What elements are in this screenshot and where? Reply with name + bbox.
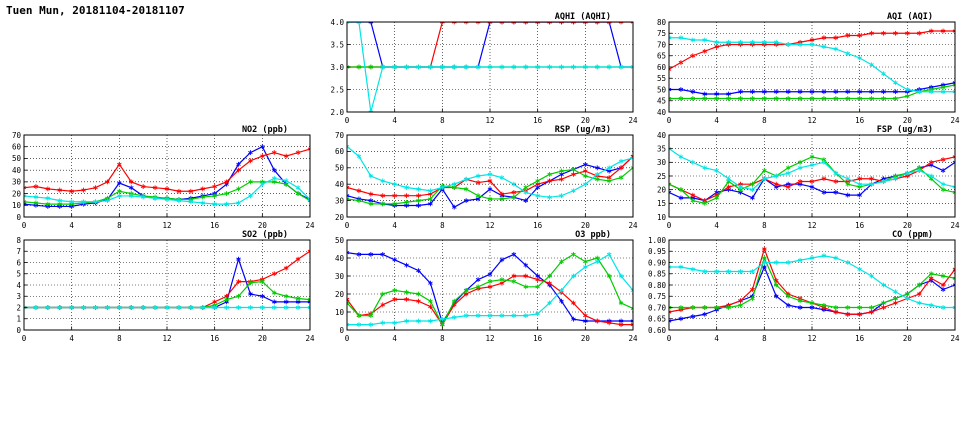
y-tick-label: 20	[334, 289, 344, 299]
y-tick-label: 5	[16, 269, 21, 279]
x-tick-label: 4	[392, 221, 397, 230]
y-tick-label: 2.5	[330, 85, 344, 95]
y-tick-label: 0.90	[647, 258, 666, 268]
x-tick-label: 0	[666, 221, 672, 230]
y-tick-label: 20	[656, 185, 666, 195]
plot-clip-mask	[325, 330, 641, 352]
x-tick-label: 16	[855, 221, 865, 230]
plot-rsp	[325, 125, 641, 239]
plot-no2	[2, 125, 318, 239]
y-tick-label: 4.0	[330, 17, 344, 27]
panel-title-o3: O3 ppb)	[575, 230, 611, 240]
x-tick-label: 8	[117, 221, 122, 230]
y-tick-label: 40	[656, 107, 666, 117]
x-tick-label: 16	[210, 221, 220, 230]
x-tick-label: 0	[21, 334, 27, 343]
series-marker	[236, 257, 240, 262]
x-tick-label: 20	[580, 116, 590, 125]
y-tick-label: 50	[656, 85, 666, 95]
chart-panel-fsp	[647, 125, 963, 239]
y-tick-label: 3.0	[330, 62, 344, 72]
series-line-co-3	[669, 256, 955, 308]
x-tick-label: 20	[257, 334, 267, 343]
x-tick-label: 24	[628, 221, 638, 230]
y-tick-label: 2.0	[330, 107, 344, 117]
x-tick-label: 20	[902, 334, 912, 343]
series-marker	[893, 289, 897, 294]
x-tick-label: 0	[344, 221, 350, 230]
y-tick-label: 0.80	[647, 280, 666, 290]
y-tick-label: 30	[656, 158, 666, 168]
plot-fsp	[647, 125, 963, 239]
x-tick-label: 4	[69, 221, 74, 230]
y-tick-label: 0.65	[647, 314, 666, 324]
series-marker	[762, 256, 766, 261]
x-tick-label: 12	[807, 221, 817, 230]
x-tick-label: 8	[762, 116, 767, 125]
series-marker	[272, 271, 276, 276]
y-tick-label: 7	[16, 247, 21, 257]
y-tick-label: 0.95	[647, 247, 666, 257]
y-tick-label: 10	[334, 307, 344, 317]
chart-panel-no2	[2, 125, 318, 239]
series-marker	[536, 179, 540, 184]
x-tick-label: 4	[714, 116, 719, 125]
x-tick-label: 16	[533, 334, 543, 343]
y-tick-label: 70	[656, 40, 666, 50]
y-tick-label: 70	[334, 130, 344, 140]
x-tick-label: 20	[902, 221, 912, 230]
x-tick-label: 4	[392, 116, 397, 125]
series-marker	[571, 252, 575, 257]
chart-panel-aqi	[647, 12, 963, 134]
x-tick-label: 12	[807, 334, 817, 343]
x-tick-label: 8	[117, 334, 122, 343]
y-tick-label: 1	[16, 314, 21, 324]
plot-so2	[2, 230, 318, 352]
panel-title-aqi: AQI (AQI)	[886, 12, 933, 22]
y-tick-label: 80	[656, 17, 666, 27]
series-marker	[607, 165, 611, 170]
y-tick-label: 40	[656, 130, 666, 140]
x-tick-label: 8	[440, 334, 445, 343]
y-tick-label: 40	[334, 253, 344, 263]
plot-o3	[325, 230, 641, 352]
y-tick-label: 0	[16, 325, 21, 335]
y-tick-label: 45	[656, 96, 666, 106]
panel-title-no2: NO2 (ppb)	[241, 125, 288, 135]
series-marker	[762, 265, 766, 270]
x-tick-label: 16	[855, 334, 865, 343]
panel-title-co: CO (ppm)	[892, 230, 933, 240]
y-tick-label: 0.70	[647, 303, 666, 313]
x-tick-label: 20	[580, 221, 590, 230]
series-marker	[858, 267, 862, 272]
x-tick-label: 12	[162, 334, 172, 343]
series-marker	[679, 60, 683, 65]
plot-clip-mask	[647, 125, 669, 239]
x-tick-label: 24	[950, 221, 960, 230]
panel-title-fsp: FSP (ug/m3)	[876, 125, 933, 135]
x-tick-label: 12	[807, 116, 817, 125]
y-tick-label: 50	[334, 235, 344, 245]
x-tick-label: 12	[485, 334, 495, 343]
x-tick-label: 20	[580, 334, 590, 343]
plot-clip-mask	[647, 330, 963, 352]
y-tick-label: 10	[656, 212, 666, 222]
y-tick-label: 70	[11, 130, 21, 140]
x-tick-label: 0	[666, 116, 672, 125]
x-tick-label: 0	[21, 221, 27, 230]
chart-panel-aqhi	[325, 12, 641, 134]
y-tick-label: 0	[339, 325, 344, 335]
x-tick-label: 20	[257, 221, 267, 230]
series-marker	[762, 247, 766, 252]
y-tick-label: 2	[16, 303, 21, 313]
y-tick-label: 0.75	[647, 292, 666, 302]
y-tick-label: 35	[656, 144, 666, 154]
series-marker	[405, 263, 409, 268]
x-tick-label: 16	[533, 221, 543, 230]
x-tick-label: 0	[344, 334, 350, 343]
y-tick-label: 40	[11, 165, 21, 175]
x-tick-label: 0	[344, 116, 350, 125]
y-tick-label: 60	[334, 147, 344, 157]
y-tick-label: 50	[11, 154, 21, 164]
series-marker	[393, 257, 397, 262]
x-tick-label: 24	[305, 334, 315, 343]
y-tick-label: 8	[16, 235, 21, 245]
y-tick-label: 30	[334, 196, 344, 206]
y-tick-label: 0.60	[647, 325, 666, 335]
x-tick-label: 0	[666, 334, 672, 343]
y-tick-label: 65	[656, 51, 666, 61]
x-tick-label: 16	[210, 334, 220, 343]
y-tick-label: 40	[334, 180, 344, 189]
y-tick-label: 20	[11, 189, 21, 199]
x-tick-label: 4	[714, 334, 719, 343]
x-tick-label: 12	[485, 221, 495, 230]
y-tick-label: 50	[334, 163, 344, 173]
y-tick-label: 3	[16, 292, 21, 302]
y-tick-label: 3.5	[330, 40, 344, 50]
plot-aqhi	[325, 12, 641, 134]
x-tick-label: 8	[762, 221, 767, 230]
y-tick-label: 0.85	[647, 269, 666, 279]
chart-panel-co	[647, 230, 963, 352]
plot-aqi	[647, 12, 963, 134]
plot-co	[647, 230, 963, 352]
y-tick-label: 10	[11, 201, 21, 211]
page-title: Tuen Mun, 20181104-20181107	[6, 4, 185, 17]
x-tick-label: 24	[628, 334, 638, 343]
y-tick-label: 60	[656, 62, 666, 72]
x-tick-label: 8	[762, 334, 767, 343]
y-tick-label: 4	[16, 280, 21, 290]
x-tick-label: 24	[628, 116, 638, 125]
x-tick-label: 24	[950, 334, 960, 343]
x-tick-label: 24	[950, 116, 960, 125]
y-tick-label: 75	[656, 29, 666, 39]
series-marker	[619, 301, 623, 306]
y-tick-label: 55	[656, 74, 666, 84]
panel-title-so2: SO2 (ppb)	[241, 230, 288, 240]
series-marker	[691, 160, 695, 165]
x-tick-label: 4	[69, 334, 74, 343]
y-tick-label: 25	[656, 171, 666, 181]
x-tick-label: 16	[533, 116, 543, 125]
x-tick-label: 8	[440, 221, 445, 230]
chart-panel-so2	[2, 230, 318, 352]
x-tick-label: 4	[392, 334, 397, 343]
x-tick-label: 12	[162, 221, 172, 230]
x-tick-label: 12	[485, 116, 495, 125]
y-tick-label: 1.00	[647, 235, 666, 245]
panel-title-aqhi: AQHI (AQHI)	[554, 12, 611, 22]
y-tick-label: 15	[656, 199, 666, 209]
y-tick-label: 30	[11, 177, 21, 187]
y-tick-label: 20	[334, 212, 344, 222]
y-tick-label: 6	[16, 258, 21, 268]
series-line-aqi-1	[669, 31, 955, 69]
x-tick-label: 24	[305, 221, 315, 230]
x-tick-label: 8	[440, 116, 445, 125]
y-tick-label: 60	[11, 142, 21, 152]
x-tick-label: 20	[902, 116, 912, 125]
x-tick-label: 16	[855, 116, 865, 125]
chart-panel-o3	[325, 230, 641, 352]
y-tick-label: 0	[16, 212, 21, 222]
chart-panel-rsp	[325, 125, 641, 239]
plot-clip-mask	[2, 330, 318, 352]
y-tick-label: 30	[334, 271, 344, 281]
x-tick-label: 4	[714, 221, 719, 230]
panel-title-rsp: RSP (ug/m3)	[554, 125, 611, 135]
